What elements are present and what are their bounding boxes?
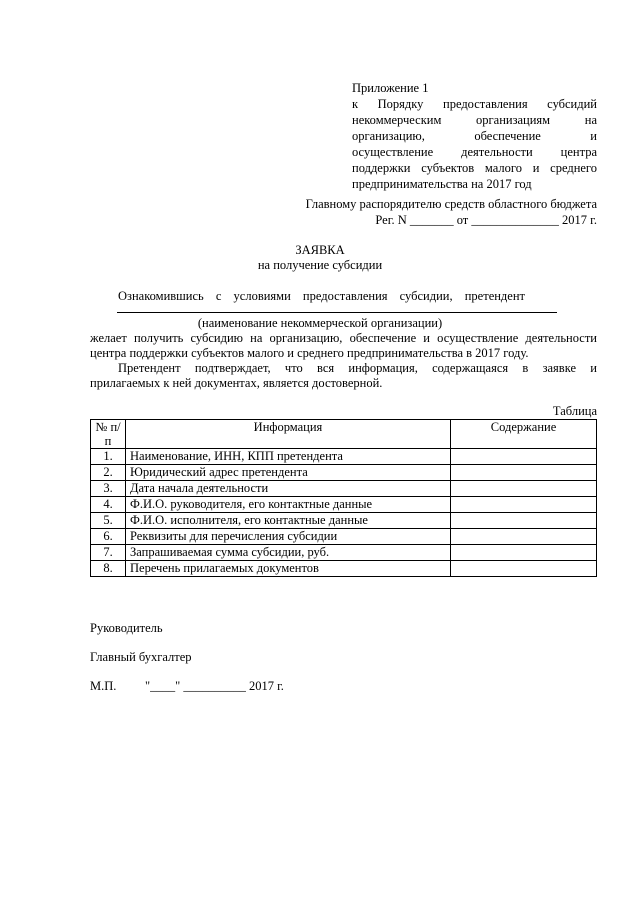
accountant-signature-label: Главный бухгалтер [90,650,192,664]
appendix-line: некоммерческим организациям на [352,113,597,127]
appendix-block [352,80,597,192]
recipient-line-1: Главному распорядителю средств областного бюджета [305,197,597,211]
row-content[interactable] [451,497,597,513]
row-info: Юридический адрес претендента [126,465,451,481]
row-info: Запрашиваемая сумма субсидии, руб. [126,545,451,561]
table-row [91,465,597,481]
header-num: № п/п [91,420,126,449]
signature-date: "____" __________ 2017 г. [145,679,284,693]
table-row [91,545,597,561]
information-table [90,419,597,577]
document-title: ЗАЯВКА [295,243,345,257]
table-row [91,513,597,529]
row-num: 3. [91,481,126,497]
table-row [91,481,597,497]
row-content[interactable] [451,449,597,465]
appendix-last-line: предпринимательства на 2017 год [352,177,532,191]
row-info: Реквизиты для перечисления субсидии [126,529,451,545]
row-num: 5. [91,513,126,529]
intro-line [118,289,525,304]
body-line-1: желает получить субсидию на организацию, обеспечение и осуществление деятельности [90,331,597,345]
row-info: Ф.И.О. руководителя, его контактные данные [126,497,451,513]
row-content[interactable] [451,481,597,497]
row-num: 4. [91,497,126,513]
row-num: 8. [91,561,126,577]
body-line-3: Претендент подтверждает, что вся информация, содержащаяся в заявке и [118,361,597,375]
body-paragraph [90,331,597,391]
appendix-title: Приложение 1 [352,81,429,95]
appendix-line: поддержки субъектов малого и среднего [352,161,597,175]
appendix-line: осуществление деятельности центра [352,145,597,159]
stamp-label: М.П. [90,679,117,693]
row-num: 7. [91,545,126,561]
row-info: Перечень прилагаемых документов [126,561,451,577]
header-content: Содержание [451,420,597,449]
row-content[interactable] [451,561,597,577]
row-info: Ф.И.О. исполнителя, его контактные данные [126,513,451,529]
recipient-block [306,196,597,228]
row-num: 1. [91,449,126,465]
head-signature-label: Руководитель [90,621,163,635]
row-content[interactable] [451,513,597,529]
row-num: 6. [91,529,126,545]
header-info: Информация [126,420,451,449]
row-content[interactable] [451,529,597,545]
intro-text: Ознакомившись с условиями предоставления субсидии, претендент [118,289,525,303]
table-row [91,529,597,545]
body-line-2: центра поддержки субъектов малого и среднего предпринимательства в 2017 году. [90,346,529,360]
appendix-line: к Порядку предоставления субсидий [352,97,597,111]
row-info: Наименование, ИНН, КПП претендента [126,449,451,465]
row-info: Дата начала деятельности [126,481,451,497]
appendix-line: организацию, обеспечение и [352,129,597,143]
registration-line: Рег. N _______ от ______________ 2017 г. [375,213,597,227]
table-row [91,561,597,577]
row-content[interactable] [451,545,597,561]
organization-caption: (наименование некоммерческой организации) [197,316,443,330]
organization-name-line [117,312,557,313]
table-caption: Таблица [552,404,597,418]
table-row [91,497,597,513]
body-line-4: прилагаемых к ней документах, является достоверной. [90,376,383,390]
table-header-row [91,420,597,449]
table-row [91,449,597,465]
document-subtitle: на получение субсидии [257,258,383,272]
row-content[interactable] [451,465,597,481]
row-num: 2. [91,465,126,481]
